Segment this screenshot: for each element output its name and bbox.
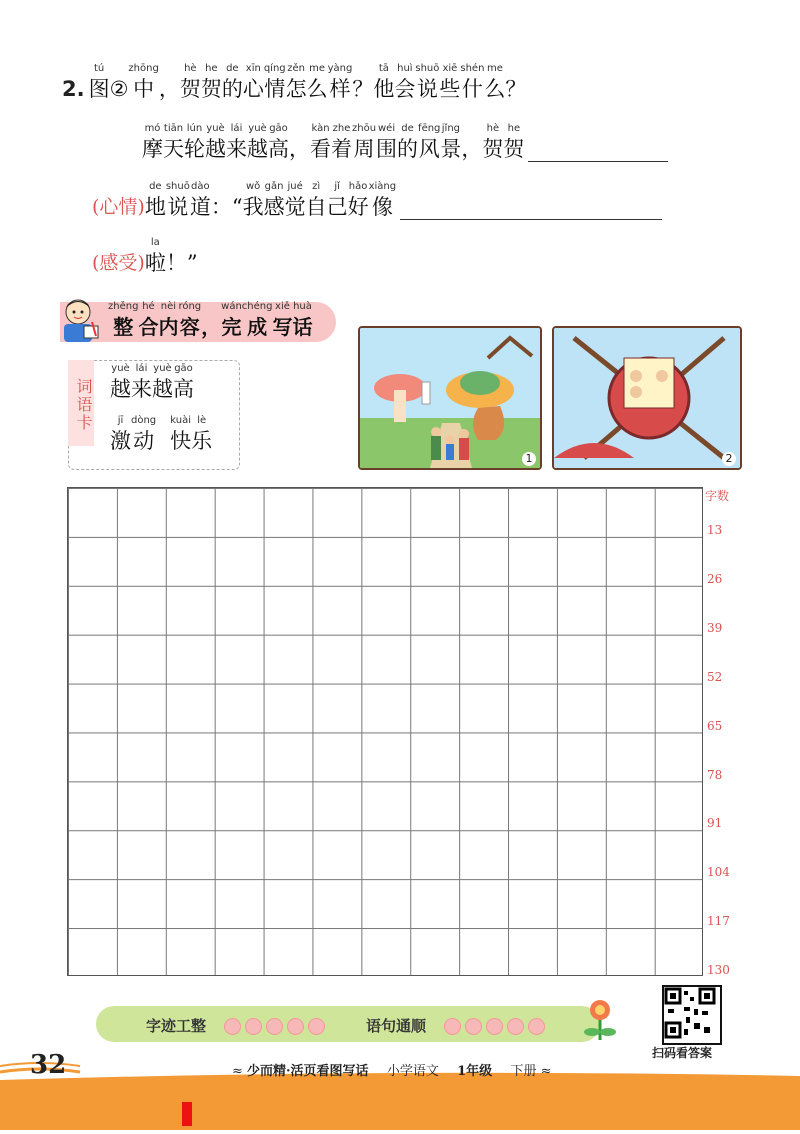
word-happy bbox=[170, 414, 212, 454]
ruby-char bbox=[226, 122, 247, 162]
pinyin: de bbox=[226, 63, 239, 74]
hanzi: 动 bbox=[133, 429, 155, 453]
hanzi: ？ bbox=[352, 77, 374, 101]
ruby-char bbox=[201, 300, 221, 340]
hanzi: 景 bbox=[440, 137, 462, 161]
hanzi: 什 bbox=[461, 77, 483, 101]
hanzi: 乐 bbox=[191, 429, 213, 453]
ruby-char bbox=[289, 122, 310, 162]
ruby-char bbox=[306, 180, 327, 220]
pinyin: jué bbox=[287, 181, 303, 192]
ruby-char bbox=[159, 62, 180, 102]
hanzi: 说 bbox=[167, 195, 189, 219]
word-count-mark: 91 bbox=[707, 816, 723, 831]
hanzi: 看 bbox=[310, 137, 331, 161]
ruby-char bbox=[369, 180, 397, 220]
pinyin: wǒ bbox=[245, 181, 261, 192]
pinyin: shuō bbox=[165, 181, 190, 192]
hanzi: 情 bbox=[264, 77, 286, 101]
footer-series: 少而精·活页看图写话 bbox=[247, 1064, 369, 1079]
hanzi: ， bbox=[461, 137, 483, 161]
ruby-char bbox=[138, 300, 158, 340]
hanzi: 贺 bbox=[482, 137, 504, 161]
ruby-char bbox=[307, 62, 328, 102]
ruby-char bbox=[222, 62, 243, 102]
flower-icon[interactable] bbox=[465, 1018, 482, 1035]
pinyin: wán bbox=[221, 301, 242, 312]
ruby-char bbox=[131, 414, 156, 454]
flower-icon[interactable] bbox=[287, 1018, 304, 1035]
flower-icon[interactable] bbox=[486, 1018, 503, 1035]
ruby-char bbox=[110, 62, 129, 102]
pinyin: jǐ bbox=[334, 181, 340, 192]
hanzi: 摩 bbox=[142, 137, 163, 161]
footer-grade: 1年级 bbox=[457, 1064, 493, 1079]
pinyin: shén bbox=[460, 63, 485, 74]
pinyin: dòng bbox=[131, 415, 157, 426]
hint-feeling: (感受) bbox=[92, 252, 145, 274]
hanzi: ， bbox=[289, 137, 310, 161]
ruby-char bbox=[272, 300, 292, 340]
ruby-char bbox=[145, 236, 166, 276]
pinyin: de bbox=[149, 181, 162, 192]
pinyin: dào bbox=[191, 181, 210, 192]
hanzi: 周 bbox=[353, 137, 375, 161]
hanzi: 的 bbox=[397, 137, 419, 161]
pinyin: gāo bbox=[269, 123, 288, 134]
ruby-char bbox=[243, 62, 264, 102]
hanzi: 些 bbox=[439, 77, 461, 101]
hanzi: 么 bbox=[306, 77, 328, 101]
pinyin: yuè bbox=[153, 363, 172, 374]
hint-mood: (心情) bbox=[92, 196, 145, 218]
section-title bbox=[108, 300, 312, 340]
hanzi: 围 bbox=[376, 137, 398, 161]
ruby-char bbox=[327, 180, 348, 220]
ruby-char bbox=[415, 62, 439, 102]
pinyin: zhe bbox=[332, 123, 351, 134]
pinyin: de bbox=[401, 123, 414, 134]
pinyin: qíng bbox=[263, 63, 286, 74]
picture-1-label: 1 bbox=[522, 452, 536, 466]
qr-label: 扫码看答案 bbox=[652, 1046, 713, 1060]
hanzi: 我 bbox=[242, 195, 264, 219]
hanzi: 着 bbox=[331, 137, 352, 161]
word-count-mark: 13 bbox=[707, 523, 723, 537]
hanzi: 自 bbox=[305, 195, 327, 219]
sentence-line-1-text bbox=[142, 122, 524, 162]
ruby-char bbox=[158, 300, 178, 340]
pinyin: xīn bbox=[245, 63, 261, 74]
hanzi: 说 bbox=[416, 77, 438, 101]
hanzi: 容 bbox=[179, 315, 200, 339]
hanzi: 像 bbox=[371, 195, 393, 219]
hanzi: 轮 bbox=[184, 137, 205, 161]
answer-blank-mood[interactable] bbox=[528, 137, 668, 162]
hanzi: ？ bbox=[505, 77, 527, 101]
hanzi: 好 bbox=[347, 195, 369, 219]
ruby-char bbox=[142, 122, 163, 162]
hanzi: ， bbox=[158, 77, 180, 101]
sentence-line-3-text bbox=[145, 236, 198, 276]
hanzi: 啦 bbox=[144, 251, 166, 275]
hanzi: 风 bbox=[418, 137, 440, 161]
ruby-char bbox=[292, 300, 312, 340]
hanzi: 心 bbox=[242, 77, 264, 101]
hanzi: 越 bbox=[110, 377, 131, 401]
pinyin: róng bbox=[178, 301, 202, 312]
pinyin: yàng bbox=[327, 63, 353, 74]
evaluation-fluency bbox=[366, 1015, 549, 1036]
footer-info bbox=[232, 1060, 552, 1079]
footer-subject: 小学语文 bbox=[386, 1064, 439, 1079]
pinyin: kuài bbox=[170, 415, 192, 426]
pinyin: he bbox=[205, 63, 218, 74]
word-count-mark: 26 bbox=[707, 571, 723, 586]
hanzi: 越 bbox=[205, 137, 226, 161]
flower-icon[interactable] bbox=[528, 1018, 545, 1035]
ruby-char bbox=[247, 122, 268, 162]
question-title bbox=[62, 62, 526, 102]
ruby-char bbox=[482, 122, 503, 162]
hanzi: 贺 bbox=[200, 77, 222, 101]
ruby-char bbox=[145, 180, 166, 220]
writing-grid[interactable] bbox=[67, 487, 703, 976]
flower-icon[interactable] bbox=[245, 1018, 262, 1035]
hanzi: 他 bbox=[373, 77, 395, 101]
ruby-char bbox=[439, 62, 460, 102]
ruby-char bbox=[110, 414, 131, 454]
sentence-line-3 bbox=[92, 236, 198, 276]
picture-1 bbox=[358, 326, 542, 470]
word-count-mark: 65 bbox=[707, 718, 723, 733]
hanzi: 高 bbox=[268, 137, 289, 161]
pinyin: huì bbox=[397, 63, 413, 74]
flower-icon[interactable] bbox=[444, 1018, 461, 1035]
ruby-char bbox=[243, 180, 264, 220]
hanzi: 来 bbox=[131, 377, 152, 401]
page-number: 32 bbox=[30, 1050, 67, 1080]
hanzi: 整 bbox=[113, 315, 134, 339]
sentence-line-2-text bbox=[145, 180, 396, 220]
word-count-mark: 52 bbox=[707, 669, 723, 684]
ruby-char bbox=[128, 62, 158, 102]
flower-icon[interactable] bbox=[266, 1018, 283, 1035]
wave-left-icon: ≈ bbox=[232, 1064, 248, 1079]
hanzi: 道 bbox=[189, 195, 211, 219]
ruby-char bbox=[461, 122, 482, 162]
ruby-char bbox=[484, 62, 505, 102]
pinyin: kàn bbox=[311, 123, 330, 134]
ruby-char bbox=[205, 122, 226, 162]
hanzi: 来 bbox=[226, 137, 247, 161]
pinyin: xiàng bbox=[368, 181, 397, 192]
word-count-mark: 117 bbox=[707, 914, 730, 929]
pinyin: hè bbox=[184, 63, 197, 74]
hanzi: 快 bbox=[170, 429, 192, 453]
pinyin: hé bbox=[142, 301, 155, 312]
pinyin: lè bbox=[197, 415, 207, 426]
ruby-char bbox=[163, 122, 184, 162]
hanzi: 感 bbox=[263, 195, 285, 219]
word-count-mark: 78 bbox=[707, 767, 723, 782]
ruby-char bbox=[264, 180, 285, 220]
answer-blank-feeling[interactable] bbox=[400, 195, 662, 220]
ruby-char bbox=[178, 300, 201, 340]
pinyin: hǎo bbox=[348, 181, 368, 192]
word-card-row-2 bbox=[110, 414, 212, 454]
pinyin: tā bbox=[378, 63, 389, 74]
ruby-char bbox=[201, 62, 222, 102]
picture-2 bbox=[552, 326, 742, 470]
hanzi: 中 bbox=[133, 77, 155, 101]
hanzi: 成 bbox=[247, 315, 268, 339]
pinyin: huà bbox=[293, 301, 312, 312]
pinyin: tú bbox=[93, 63, 105, 74]
pinyin: he bbox=[507, 123, 521, 134]
ruby-char bbox=[328, 62, 353, 102]
ruby-char bbox=[173, 362, 194, 402]
ruby-char bbox=[505, 62, 526, 102]
ruby-char bbox=[440, 122, 461, 162]
hanzi: 写 bbox=[272, 315, 293, 339]
question-title-text bbox=[89, 62, 527, 102]
pinyin: zì bbox=[312, 181, 321, 192]
ruby-char bbox=[460, 62, 484, 102]
sentence-line-2 bbox=[92, 180, 662, 220]
pinyin: jī bbox=[117, 415, 124, 426]
flower-mascot-icon bbox=[580, 996, 620, 1042]
hanzi: 内 bbox=[158, 315, 179, 339]
hanzi: 完 bbox=[221, 315, 242, 339]
pinyin: wéi bbox=[377, 123, 396, 134]
hanzi: 贺 bbox=[503, 137, 525, 161]
pinyin: jǐng bbox=[441, 123, 461, 134]
pinyin: la bbox=[150, 237, 160, 248]
hanzi: 地 bbox=[144, 195, 166, 219]
ruby-char bbox=[373, 62, 394, 102]
wave-right-icon: ≈ bbox=[540, 1064, 552, 1079]
ruby-char bbox=[180, 62, 201, 102]
kid-writing-icon bbox=[58, 296, 102, 344]
hanzi: 天 bbox=[163, 137, 184, 161]
ruby-char bbox=[394, 62, 415, 102]
hanzi: ， bbox=[201, 315, 222, 339]
ruby-char bbox=[286, 62, 307, 102]
word-count-header: 字数 bbox=[705, 489, 730, 503]
pinyin: gāo bbox=[174, 363, 193, 374]
hanzi: 会 bbox=[394, 77, 416, 101]
pinyin: tiān bbox=[163, 123, 184, 134]
pinyin: xiě bbox=[275, 301, 290, 312]
ruby-char bbox=[190, 180, 211, 220]
ruby-char bbox=[211, 180, 243, 220]
ruby-char bbox=[352, 122, 376, 162]
ruby-char bbox=[310, 122, 331, 162]
hanzi: 合 bbox=[138, 315, 159, 339]
hanzi: 怎 bbox=[285, 77, 307, 101]
word-card-row-1 bbox=[110, 362, 194, 402]
ruby-char bbox=[166, 236, 198, 276]
word-count-mark: 104 bbox=[707, 865, 730, 880]
word-count-mark: 39 bbox=[707, 620, 723, 635]
ruby-char bbox=[221, 300, 242, 340]
ruby-char bbox=[110, 362, 131, 402]
evaluation-neatness-label: 字迹工整 bbox=[146, 1017, 207, 1035]
hanzi: 的 bbox=[221, 77, 243, 101]
hanzi: 越 bbox=[152, 377, 173, 401]
ruby-char bbox=[268, 122, 289, 162]
ruby-char bbox=[503, 122, 524, 162]
question-number: 2. bbox=[62, 77, 85, 101]
pinyin: shuō bbox=[415, 63, 440, 74]
ruby-char bbox=[166, 180, 190, 220]
pinyin: chéng bbox=[241, 301, 273, 312]
pinyin: mó bbox=[144, 123, 161, 134]
qr-code-icon[interactable] bbox=[662, 985, 722, 1045]
pinyin: hè bbox=[486, 123, 500, 134]
hanzi: ！” bbox=[165, 251, 198, 275]
ruby-char bbox=[331, 122, 352, 162]
ruby-char bbox=[352, 62, 373, 102]
pinyin: me bbox=[486, 63, 503, 74]
word-excited bbox=[110, 414, 156, 454]
pinyin: lái bbox=[135, 363, 148, 374]
pinyin: lún bbox=[186, 123, 203, 134]
ruby-char bbox=[418, 122, 440, 162]
pinyin: zhěng bbox=[108, 301, 139, 312]
pinyin: xiē bbox=[442, 63, 458, 74]
pinyin: gǎn bbox=[264, 181, 284, 192]
ruby-char bbox=[348, 180, 369, 220]
ruby-char bbox=[264, 62, 286, 102]
hanzi: 觉 bbox=[284, 195, 306, 219]
hanzi: ② bbox=[109, 77, 129, 101]
ruby-char bbox=[152, 362, 173, 402]
pinyin: me bbox=[309, 63, 326, 74]
pinyin: nèi bbox=[160, 301, 177, 312]
evaluation-fluency-label: 语句通顺 bbox=[366, 1017, 427, 1035]
evaluation-neatness bbox=[146, 1015, 329, 1036]
pinyin: zhōu bbox=[352, 123, 377, 134]
pinyin: zěn bbox=[287, 63, 305, 74]
footer-volume: 下册 bbox=[510, 1064, 537, 1079]
ruby-char bbox=[184, 122, 205, 162]
word-card-tag: 词语卡 bbox=[68, 360, 94, 446]
pinyin: yuè bbox=[111, 363, 130, 374]
flower-icon[interactable] bbox=[308, 1018, 325, 1035]
hanzi: 话 bbox=[292, 315, 313, 339]
hanzi: 高 bbox=[173, 377, 194, 401]
ruby-char bbox=[242, 300, 273, 340]
pinyin: yuè bbox=[248, 123, 267, 134]
hanzi: 激 bbox=[110, 429, 131, 453]
pinyin: zhōng bbox=[128, 63, 159, 74]
word-count-mark: 130 bbox=[707, 963, 730, 978]
pinyin: yuè bbox=[206, 123, 225, 134]
ruby-char bbox=[170, 414, 191, 454]
ruby-char bbox=[131, 362, 152, 402]
ruby-char bbox=[285, 180, 306, 220]
ruby-char bbox=[397, 122, 418, 162]
picture-2-label: 2 bbox=[722, 452, 736, 466]
flower-icon[interactable] bbox=[224, 1018, 241, 1035]
hanzi: 贺 bbox=[179, 77, 201, 101]
pinyin: fēng bbox=[418, 123, 441, 134]
hanzi: 己 bbox=[326, 195, 348, 219]
ruby-char bbox=[108, 300, 138, 340]
hanzi: 图 bbox=[88, 77, 110, 101]
ruby-char bbox=[191, 414, 212, 454]
hanzi: 样 bbox=[329, 77, 351, 101]
pinyin: lái bbox=[230, 123, 243, 134]
ruby-char bbox=[89, 62, 110, 102]
flower-icon[interactable] bbox=[507, 1018, 524, 1035]
sentence-line-1 bbox=[142, 122, 668, 162]
hanzi: 越 bbox=[247, 137, 268, 161]
ruby-char bbox=[376, 122, 397, 162]
hanzi: 么 bbox=[484, 77, 506, 101]
hanzi: ：“ bbox=[210, 195, 243, 219]
